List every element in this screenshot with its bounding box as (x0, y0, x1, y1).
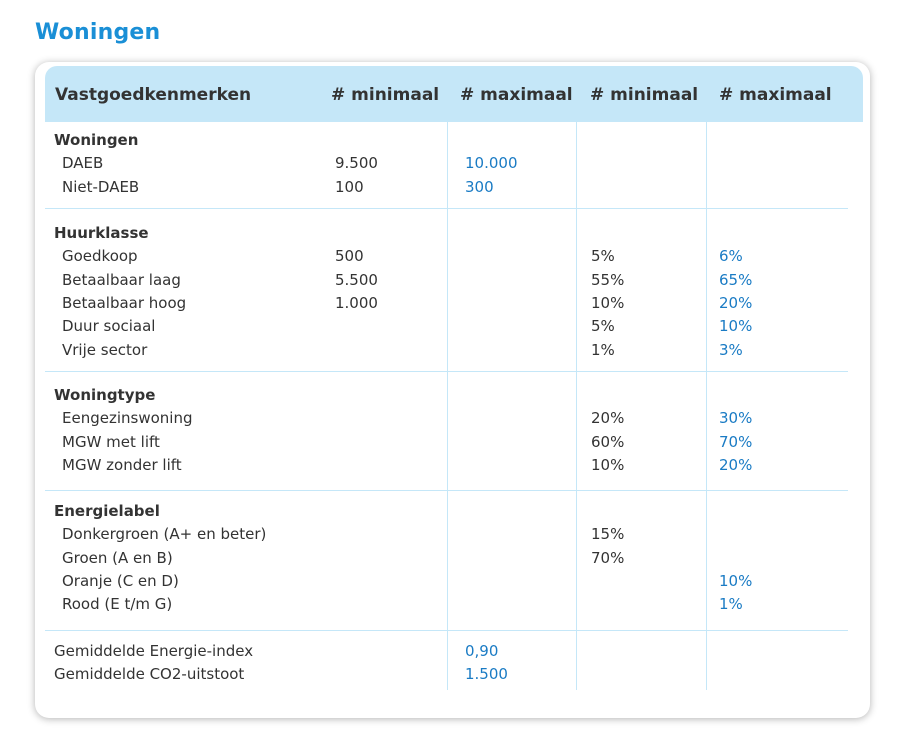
cell-label: Groen (A en B) (62, 548, 173, 567)
cell-label: Donkergroen (A+ en beter) (62, 525, 267, 544)
table-row (35, 640, 870, 663)
cell-pct-min: 5% (591, 317, 615, 336)
table-row (35, 407, 870, 430)
header-vastgoedkenmerken: Vastgoedkenmerken (55, 85, 252, 105)
cell-label: DAEB (62, 154, 104, 173)
section-title: Woningtype (54, 386, 156, 404)
cell-pct-max: 30% (719, 409, 753, 428)
table-row (35, 339, 870, 362)
cell-pct-max: 6% (719, 247, 743, 266)
header-pct-maximaal: # maximaal (719, 85, 832, 105)
cell-abs-max: 1.500 (465, 665, 508, 684)
cell-pct-max: 10% (719, 317, 753, 336)
cell-abs-min: 9.500 (335, 154, 378, 173)
section-header-row (35, 384, 870, 407)
section-divider (45, 208, 848, 209)
cell-abs-max: 300 (465, 177, 494, 196)
section-divider (45, 371, 848, 372)
cell-abs-max: 10.000 (465, 154, 518, 173)
section-header-row (35, 222, 870, 245)
cell-abs-min: 500 (335, 247, 364, 266)
cell-pct-max: 20% (719, 455, 753, 474)
cell-pct-max: 20% (719, 293, 753, 312)
cell-pct-min: 10% (591, 455, 625, 474)
section-title: Huurklasse (54, 224, 149, 242)
cell-label: Vrije sector (62, 340, 148, 359)
table-row (35, 593, 870, 616)
cell-label: Niet-DAEB (62, 177, 140, 196)
table-row (35, 454, 870, 477)
section-header-row (35, 500, 870, 523)
table-row (35, 269, 870, 292)
cell-pct-max: 1% (719, 595, 743, 614)
cell-abs-min: 5.500 (335, 270, 378, 289)
cell-label: Oranje (C en D) (62, 571, 179, 590)
cell-pct-min: 10% (591, 293, 625, 312)
table-row (35, 315, 870, 338)
cell-label: Betaalbaar laag (62, 270, 181, 289)
table-row (35, 547, 870, 570)
cell-label: Rood (E t/m G) (62, 595, 173, 614)
cell-label: Goedkoop (62, 247, 138, 266)
section-header-row (35, 129, 870, 152)
cell-abs-min: 100 (335, 177, 364, 196)
cell-pct-min: 70% (591, 548, 625, 567)
table-row (35, 292, 870, 315)
section-divider (45, 490, 848, 491)
section-divider (45, 630, 848, 631)
cell-pct-min: 55% (591, 270, 625, 289)
cell-pct-max: 65% (719, 270, 753, 289)
page-title: Woningen (35, 20, 161, 45)
cell-abs-min: 1.000 (335, 293, 378, 312)
cell-pct-min: 5% (591, 247, 615, 266)
section-title: Woningen (54, 131, 139, 149)
cell-pct-min: 20% (591, 409, 625, 428)
table-row (35, 523, 870, 546)
cell-label: Eengezinswoning (62, 409, 193, 428)
cell-pct-min: 60% (591, 432, 625, 451)
cell-pct-max: 3% (719, 340, 743, 359)
table-row (35, 431, 870, 454)
table-row (35, 176, 870, 199)
header-pct-minimaal: # minimaal (590, 85, 699, 105)
cell-pct-max: 70% (719, 432, 753, 451)
criteria-table-card (35, 62, 870, 718)
header-abs-maximaal: # maximaal (460, 85, 573, 105)
table-row (35, 152, 870, 175)
cell-pct-min: 15% (591, 525, 625, 544)
cell-abs-max: 0,90 (465, 642, 499, 660)
cell-label: MGW zonder lift (62, 455, 182, 474)
cell-label: Gemiddelde Energie-index (54, 642, 254, 660)
cell-pct-min: 1% (591, 340, 615, 359)
cell-label: Betaalbaar hoog (62, 293, 187, 312)
cell-label: Duur sociaal (62, 317, 156, 336)
table-row (35, 245, 870, 268)
cell-label: Gemiddelde CO2-uitstoot (54, 665, 245, 684)
cell-label: MGW met lift (62, 432, 160, 451)
header-abs-minimaal: # minimaal (331, 85, 440, 105)
section-title: Energielabel (54, 502, 160, 520)
table-header (45, 66, 863, 122)
table-row (35, 663, 870, 686)
cell-pct-max: 10% (719, 571, 753, 590)
table-row (35, 570, 870, 593)
